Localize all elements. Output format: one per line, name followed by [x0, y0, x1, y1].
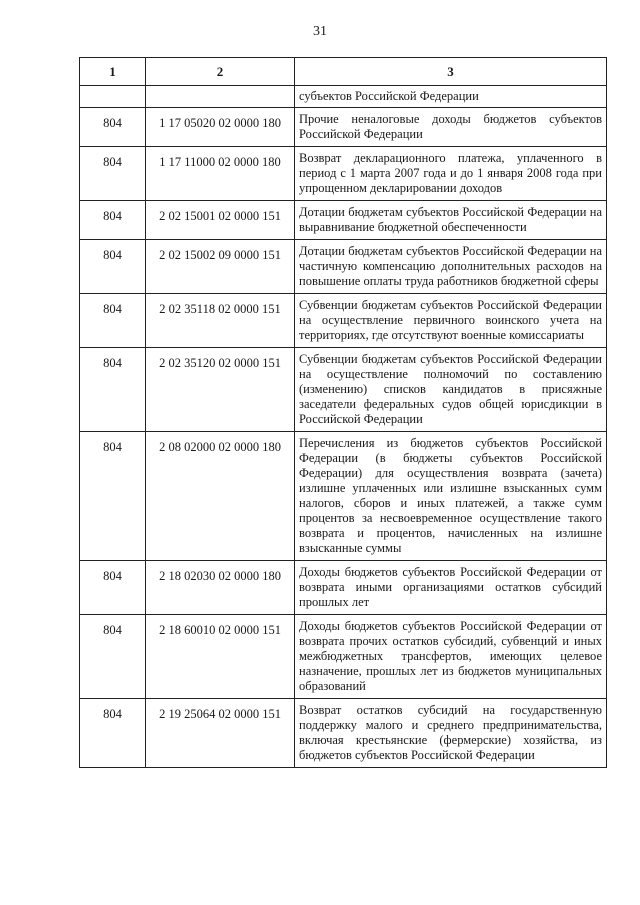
table-row — [80, 108, 607, 147]
admin-code-cell: 804 — [80, 240, 146, 294]
revenue-name-cell: Прочие неналоговые доходы бюджетов субъектов Российской Федерации — [295, 108, 607, 147]
continuation-name-cell: субъектов Российской Федерации — [295, 86, 607, 108]
budget-code-cell: 1 17 05020 02 0000 180 — [146, 108, 295, 147]
admin-code-cell: 804 — [80, 294, 146, 348]
budget-code-cell: 2 18 02030 02 0000 180 — [146, 561, 295, 615]
admin-code-cell: 804 — [80, 201, 146, 240]
table-row — [80, 201, 607, 240]
continuation-row — [80, 86, 607, 108]
budget-code-cell: 1 17 11000 02 0000 180 — [146, 147, 295, 201]
budget-code-cell: 2 19 25064 02 0000 151 — [146, 699, 295, 768]
budget-classification-table — [79, 57, 607, 768]
table-row — [80, 147, 607, 201]
admin-code-cell: 804 — [80, 432, 146, 561]
table-row — [80, 699, 607, 768]
revenue-name-cell: Дотации бюджетам субъектов Российской Федерации на выравнивание бюджетной обеспеченности — [295, 201, 607, 240]
admin-code-cell: 804 — [80, 108, 146, 147]
budget-code-cell: 2 02 35120 02 0000 151 — [146, 348, 295, 432]
page-number: 31 — [313, 24, 327, 39]
table-row — [80, 561, 607, 615]
revenue-name-cell: Возврат остатков субсидий на государственную поддержку малого и среднего предпринимательства, включая крестьянские (фермерские) хозяйства, из бюджетов субъектов Российской Федерации — [295, 699, 607, 768]
continuation-admin-cell — [80, 86, 146, 108]
admin-code-cell: 804 — [80, 699, 146, 768]
column-header-2: 2 — [146, 58, 295, 86]
column-header-1: 1 — [80, 58, 146, 86]
revenue-name-cell: Перечисления из бюджетов субъектов Российской Федерации (в бюджеты субъектов Российской Федерации) для осуществления возврата (зачета) излишне уплаченных или излишне взысканных сумм налогов, сборов и иных платежей, а также сумм процентов за несвоевременное осуществление такого возврата и процентов, начисленных на излишне взысканные суммы — [295, 432, 607, 561]
revenue-name-cell: Дотации бюджетам субъектов Российской Федерации на частичную компенсацию дополнительных расходов на повышение оплаты труда работников бюджетной сферы — [295, 240, 607, 294]
table-row — [80, 294, 607, 348]
table-row — [80, 432, 607, 561]
revenue-name-cell: Субвенции бюджетам субъектов Российской Федерации на осуществление полномочий по составлению (изменению) списков кандидатов в присяжные заседатели федеральных судов общей юрисдикции в Российской Федерации — [295, 348, 607, 432]
table-row — [80, 615, 607, 699]
admin-code-cell: 804 — [80, 615, 146, 699]
revenue-name-cell: Доходы бюджетов субъектов Российской Федерации от возврата иными организациями остатков субсидий прошлых лет — [295, 561, 607, 615]
admin-code-cell: 804 — [80, 348, 146, 432]
budget-code-cell: 2 02 35118 02 0000 151 — [146, 294, 295, 348]
admin-code-cell: 804 — [80, 561, 146, 615]
table-row — [80, 348, 607, 432]
admin-code-cell: 804 — [80, 147, 146, 201]
budget-code-cell: 2 18 60010 02 0000 151 — [146, 615, 295, 699]
column-header-3: 3 — [295, 58, 607, 86]
revenue-name-cell: Возврат декларационного платежа, уплаченного в период с 1 марта 2007 года и до 1 января 2008 года при упрощенном декларировании доходов — [295, 147, 607, 201]
continuation-code-cell — [146, 86, 295, 108]
revenue-name-cell: Доходы бюджетов субъектов Российской Федерации от возврата прочих остатков субсидий, субвенций и иных межбюджетных трансфертов, имеющих целевое назначение, прошлых лет из бюджетов муниципальных образований — [295, 615, 607, 699]
revenue-name-cell: Субвенции бюджетам субъектов Российской Федерации на осуществление первичного воинского учета на территориях, где отсутствуют военные комиссариаты — [295, 294, 607, 348]
table-header-row — [80, 58, 607, 86]
budget-code-cell: 2 02 15001 02 0000 151 — [146, 201, 295, 240]
table-row — [80, 240, 607, 294]
budget-code-cell: 2 08 02000 02 0000 180 — [146, 432, 295, 561]
budget-code-cell: 2 02 15002 09 0000 151 — [146, 240, 295, 294]
